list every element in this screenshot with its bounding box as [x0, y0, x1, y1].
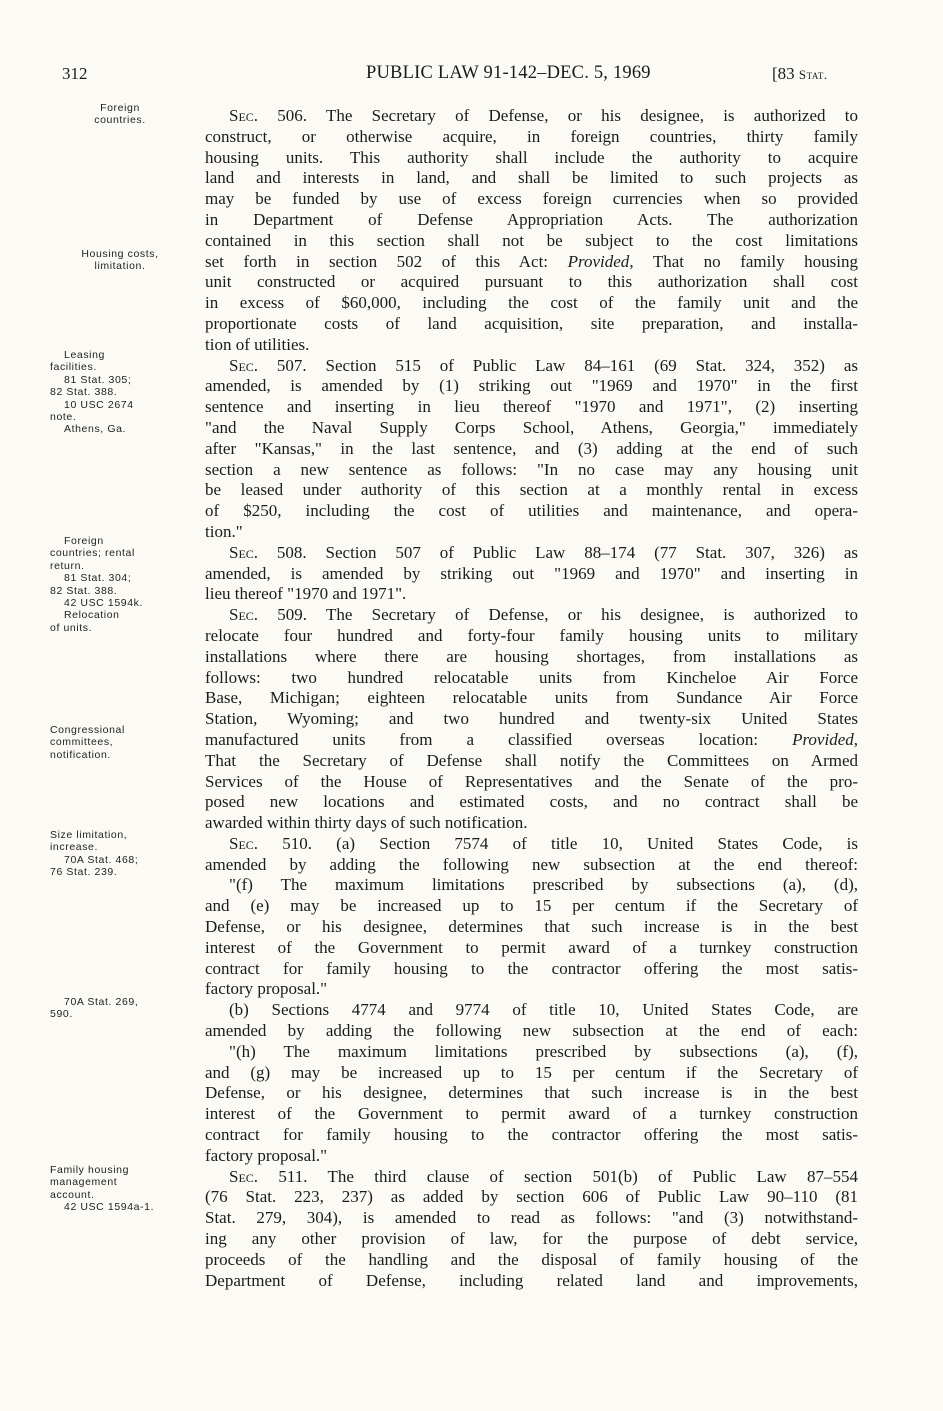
margin-line: Leasing: [64, 349, 105, 361]
margin-line: 10 USC 2674: [64, 398, 134, 411]
sec-507-line: Sec. 507. Section 515 of Public Law 84–161 (69 Stat. 324, 352) as: [229, 355, 858, 375]
body-line: Defense, or his designee, determines that such increase is in the best: [205, 1083, 858, 1103]
body-line: unit constructed or acquired pursuant to this authorization shall cost: [205, 272, 858, 292]
body-line: proportionate costs of land acquisition, site preparation, and installa-: [205, 313, 858, 333]
body-line: (76 Stat. 223, 237) as added by section 606 of Public Law 90–110 (81: [205, 1187, 858, 1207]
margin-line: limitation.: [94, 260, 146, 273]
body-line: "and the Naval Supply Corps School, Athens, Georgia," immediately: [205, 417, 858, 437]
body-line: Stat. 279, 304), is amended to read as follows: "and (3) notwithstand-: [205, 1208, 858, 1228]
margin-line: Foreign: [64, 535, 104, 547]
body-line: Department of Defense, including related land and improvements,: [205, 1270, 858, 1290]
body-line: land and interests in land, and shall be limited to such projects as: [205, 168, 858, 188]
body-line: contract for family housing to the contractor offering the most satis-: [205, 1125, 858, 1145]
margin-line: 70A Stat. 269,: [64, 996, 139, 1008]
margin-note-rental-return: [50, 535, 190, 634]
body-line: factory proposal.": [205, 979, 328, 999]
margin-line: Athens, Ga.: [64, 423, 127, 436]
page-number: 312: [62, 64, 88, 83]
margin-note-size-limitation: [50, 829, 190, 879]
sec-508-line: Sec. 508. Section 507 of Public Law 88–174 (77 Stat. 307, 326) as: [229, 542, 858, 562]
body-line: installations where there are housing shortages, from installations as: [205, 646, 858, 666]
running-head-title: PUBLIC LAW 91-142–DEC. 5, 1969: [366, 63, 651, 83]
margin-line: 70A Stat. 468;: [64, 853, 139, 866]
statute-body: [205, 106, 858, 1291]
sec-506-line: Sec. 506. The Secretary of Defense, or his designee, is authorized to: [229, 106, 858, 125]
body-line: "(h) The maximum limitations prescribed by subsections (a), (f),: [229, 1041, 858, 1061]
margin-line: 42 USC 1594k.: [64, 597, 144, 610]
body-line: proceeds of the handling and the disposal of family housing of the: [205, 1249, 858, 1269]
body-line: and (g) may be increased up to 15 per centum if the Secretary of: [205, 1062, 858, 1082]
body-line: section a new sentence as follows: "In no case may any housing unit: [205, 459, 858, 479]
margin-line: Housing costs,: [81, 248, 159, 260]
margin-note-foreign-countries: [50, 102, 190, 127]
body-line: interest of the Government to permit award of a turnkey construction: [205, 937, 858, 957]
margin-note-leasing-facilities: [50, 349, 190, 436]
body-line: construct, or otherwise acquire, in foreign countries, thirty family: [205, 126, 858, 146]
body-line: and (e) may be increased up to 15 per centum if the Secretary of: [205, 896, 858, 916]
margin-line: return.: [50, 559, 85, 572]
margin-line: notification.: [50, 748, 111, 761]
body-line: housing units. This authority shall include the authority to acquire: [205, 147, 858, 167]
body-line: amended, is amended by striking out "1969 and 1970" and inserting in: [205, 563, 858, 583]
body-line: amended, is amended by (1) striking out "1969 and 1970" in the first: [205, 376, 858, 396]
body-line: of $250, including the cost of utilities and maintenance, and opera-: [205, 501, 858, 521]
body-line: tion of utilities.: [205, 334, 310, 354]
margin-line: countries.: [94, 114, 146, 127]
body-line: set forth in section 502 of this Act: Provided, That no family housing: [205, 251, 859, 271]
body-line: factory proposal.": [205, 1145, 328, 1165]
margin-line: Family housing: [50, 1164, 130, 1176]
body-line: Defense, or his designee, determines that such increase is in the best: [205, 917, 858, 937]
margin-line: increase.: [50, 841, 99, 854]
sec-511-line: Sec. 511. The third clause of section 501(b) of Public Law 87–554: [229, 1166, 858, 1186]
margin-note-congressional-committees: [50, 724, 190, 761]
margin-note-family-housing-management: [50, 1164, 190, 1214]
body-line: after "Kansas," in the last sentence, and (3) adding at the end of such: [205, 438, 858, 458]
body-line: in excess of $60,000, including the cost of the family unit and the: [205, 293, 858, 313]
margin-line: Congressional: [50, 724, 125, 736]
body-line: Services of the House of Representatives and the Senate of the pro-: [205, 771, 858, 791]
body-line: amended by adding the following new subsection at the end of each:: [205, 1021, 858, 1041]
body-line: in Department of Defense Appropriation Acts. The authorization: [205, 209, 858, 229]
margin-line: 81 Stat. 305;: [64, 373, 132, 386]
margin-line: 82 Stat. 388.: [50, 584, 118, 597]
margin-line: 590.: [50, 1008, 73, 1021]
body-line: follows: two hundred relocatable units from Kincheloe Air Force: [205, 667, 858, 687]
margin-line: 82 Stat. 388.: [50, 386, 118, 399]
margin-note-housing-costs: [50, 248, 190, 273]
sec-509-line: Sec. 509. The Secretary of Defense, or his designee, is authorized to: [229, 605, 858, 625]
body-line: awarded within thirty days of such notification.: [205, 813, 528, 833]
body-line: may be funded by use of excess foreign currencies when so provided: [205, 189, 858, 209]
body-line: manufactured units from a classified overseas location: Provided,: [205, 729, 858, 749]
body-line: relocate four hundred and forty-four family housing units to military: [205, 625, 858, 645]
body-line: (b) Sections 4774 and 9774 of title 10, United States Code, are: [229, 1000, 858, 1020]
margin-line: facilities.: [50, 361, 97, 374]
margin-line: countries; rental: [50, 547, 135, 560]
margin-line: 42 USC 1594a-1.: [64, 1201, 155, 1214]
margin-line: 76 Stat. 239.: [50, 866, 118, 879]
body-line: Base, Michigan; eighteen relocatable units from Sundance Air Force: [205, 688, 858, 708]
sec-510-line: Sec. 510. (a) Section 7574 of title 10, United States Code, is: [229, 833, 858, 853]
margin-line: of units.: [50, 621, 93, 634]
body-line: posed new locations and estimated costs, and no contract shall be: [205, 792, 858, 812]
margin-line: account.: [50, 1188, 95, 1201]
body-line: contract for family housing to the contractor offering the most satis-: [205, 958, 858, 978]
body-line: contained in this section shall not be subject to the cost limitations: [205, 230, 858, 250]
margin-line: Foreign: [100, 102, 140, 114]
volume-suffix: Stat.: [798, 67, 828, 82]
body-line: be leased under authority of this section at a monthly rental in excess: [205, 480, 858, 500]
body-line: tion.": [205, 521, 243, 541]
margin-line: management: [50, 1176, 118, 1189]
body-line: "(f) The maximum limitations prescribed by subsections (a), (d),: [229, 875, 858, 895]
volume-prefix: [83: [772, 64, 795, 83]
body-line: That the Secretary of Defense shall notify the Committees on Armed: [205, 750, 858, 770]
volume-reference: [772, 64, 828, 84]
body-line: sentence and inserting in lieu thereof "1970 and 1971", (2) inserting: [205, 397, 858, 417]
margin-line: Size limitation,: [50, 829, 128, 841]
margin-line: committees,: [50, 736, 114, 749]
body-line: ing any other provision of law, for the purpose of debt service,: [205, 1229, 858, 1249]
body-line: amended by adding the following new subsection at the end thereof:: [205, 854, 858, 874]
body-line: interest of the Government to permit award of a turnkey construction: [205, 1104, 858, 1124]
margin-line: 81 Stat. 304;: [64, 572, 132, 585]
margin-line: Relocation: [64, 609, 120, 622]
body-line: lieu thereof "1970 and 1971".: [205, 584, 407, 604]
body-line: Station, Wyoming; and two hundred and twenty-six United States: [205, 709, 858, 729]
margin-note-70a-stat: [50, 996, 190, 1021]
margin-line: note.: [50, 411, 77, 424]
